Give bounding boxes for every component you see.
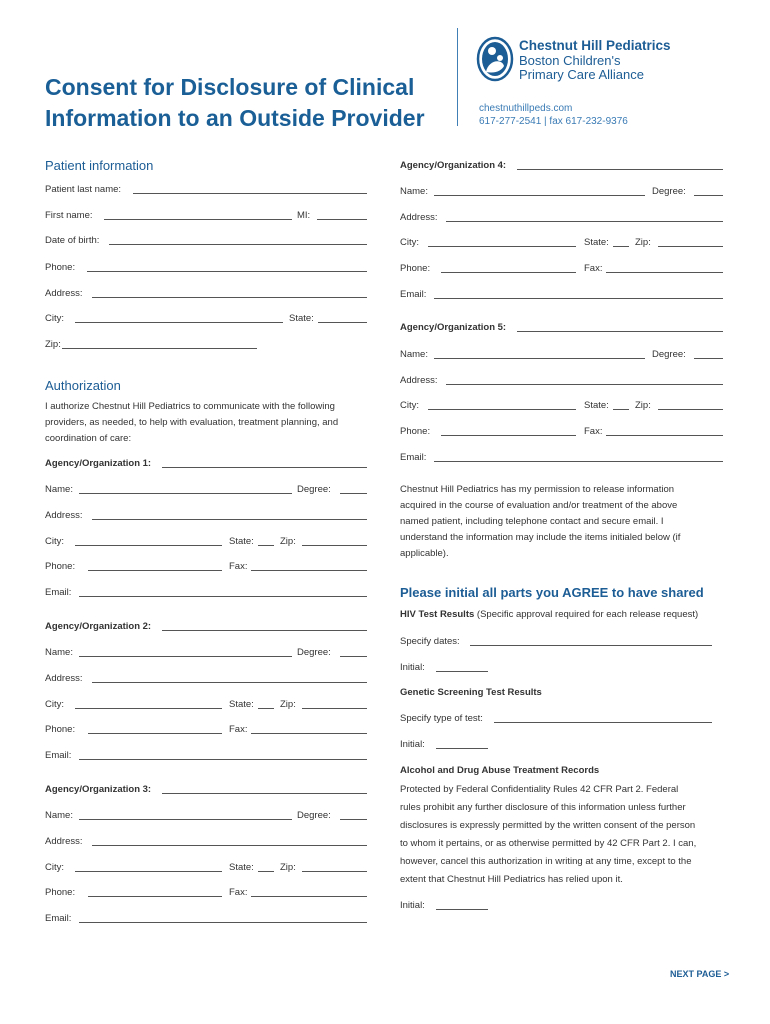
alcohol-line-5: however, cancel this authorization in writing at any time, except to the: [400, 856, 692, 867]
agency-5-zip-label: Zip:: [635, 400, 651, 411]
agency-4-name-label: Name:: [400, 186, 428, 197]
agency-4-address-field[interactable]: [446, 221, 723, 222]
agency-5-city-label: City:: [400, 400, 419, 411]
agency-4-email-label: Email:: [400, 289, 427, 300]
alcohol-initial-label: Initial:: [400, 900, 425, 911]
patient-last-name-label: Patient last name:: [45, 184, 122, 195]
agency-5-email-field[interactable]: [434, 461, 723, 462]
permission-text: [400, 482, 730, 562]
patient-phone-label: Phone:: [45, 262, 76, 273]
agency-3-fax-field[interactable]: [251, 896, 367, 897]
agency-5-zip-field[interactable]: [658, 409, 723, 410]
agency-4-phone-field[interactable]: [441, 272, 576, 273]
permission-line-3: named patient, including telephone contact and secure email. I: [400, 516, 664, 527]
authorization-line-2: providers, as needed, to help with evaluation, treatment planning, and: [45, 417, 339, 428]
authorization-heading: Authorization: [45, 378, 121, 393]
agency-4-phone-label: Phone:: [400, 263, 431, 274]
agency-5-city-field[interactable]: [428, 409, 576, 410]
agency-2-fax-label: Fax:: [229, 724, 248, 735]
patient-last-name-field[interactable]: [133, 193, 367, 194]
agency-1-degree-label: Degree:: [297, 484, 331, 495]
dob-label: Date of birth:: [45, 235, 100, 246]
agency-1-fax-field[interactable]: [251, 570, 367, 571]
agency-3-state-field[interactable]: [258, 871, 274, 872]
agency-2-zip-label: Zip:: [280, 699, 296, 710]
authorization-text: [45, 399, 375, 447]
agency-1-city-label: City:: [45, 536, 64, 547]
patient-city-field[interactable]: [75, 322, 283, 323]
agency-1-email-field[interactable]: [79, 596, 367, 597]
agency-3-zip-field[interactable]: [302, 871, 367, 872]
alcohol-line-6: extent that Chestnut Hill Pediatrics has relied upon it.: [400, 874, 623, 885]
agency-1-zip-label: Zip:: [280, 536, 296, 547]
patient-zip-label: Zip:: [45, 339, 61, 350]
agency-1-fax-label: Fax:: [229, 561, 248, 572]
agency-4-degree-field[interactable]: [694, 195, 723, 196]
agency-1-name-label: Name:: [45, 484, 73, 495]
hiv-initial-label: Initial:: [400, 662, 425, 673]
agency-1-city-field[interactable]: [75, 545, 222, 546]
alcohol-initial-field[interactable]: [436, 909, 488, 910]
permission-line-4: understand the information may include the items initialed below (if: [400, 532, 681, 543]
alcohol-line-3: disclosures is expressly permitted by the written consent of the person: [400, 820, 696, 831]
permission-line-1: Chestnut Hill Pediatrics has my permission to release information: [400, 484, 675, 495]
authorization-line-3: coordination of care:: [45, 433, 132, 444]
agency-2-address-label: Address:: [45, 673, 83, 684]
agency-3-city-label: City:: [45, 862, 64, 873]
agency-5-state-field[interactable]: [613, 409, 629, 410]
agency-4-label: Agency/Organization 4:: [400, 160, 507, 171]
agency-1-name-field[interactable]: [79, 493, 292, 494]
patient-city-label: City:: [45, 313, 64, 324]
agency-3-degree-label: Degree:: [297, 810, 331, 821]
agency-5-state-label: State:: [584, 400, 609, 411]
agency-2-field[interactable]: [162, 630, 367, 631]
agency-5-phone-field[interactable]: [441, 435, 576, 436]
agency-5-name-field[interactable]: [434, 358, 645, 359]
agency-5-fax-label: Fax:: [584, 426, 603, 437]
agency-1-state-label: State:: [229, 536, 254, 547]
brand-line-3: Primary Care Alliance: [519, 67, 644, 82]
agency-3-phone-field[interactable]: [88, 896, 222, 897]
patient-address-label: Address:: [45, 288, 83, 299]
agency-5-address-label: Address:: [400, 375, 438, 386]
agency-2-label: Agency/Organization 2:: [45, 621, 152, 632]
agency-4-city-label: City:: [400, 237, 419, 248]
hiv-title: HIV Test Results: [400, 609, 475, 620]
agency-4-zip-label: Zip:: [635, 237, 651, 248]
patient-info-heading: Patient information: [45, 158, 154, 173]
genetic-initial-label: Initial:: [400, 739, 425, 750]
agency-2-name-field[interactable]: [79, 656, 292, 657]
agency-5-address-field[interactable]: [446, 384, 723, 385]
agency-4-fax-label: Fax:: [584, 263, 603, 274]
agency-3-address-label: Address:: [45, 836, 83, 847]
agency-3-label: Agency/Organization 3:: [45, 784, 152, 795]
agency-1-field[interactable]: [162, 467, 367, 468]
agency-1-label: Agency/Organization 1:: [45, 458, 152, 469]
agency-5-field[interactable]: [517, 331, 723, 332]
brand-name: Chestnut Hill Pediatrics: [519, 38, 671, 53]
agency-1-zip-field[interactable]: [302, 545, 367, 546]
agency-4-field[interactable]: [517, 169, 723, 170]
agency-2-fax-field[interactable]: [251, 733, 367, 734]
agency-5-label: Agency/Organization 5:: [400, 322, 507, 333]
alcohol-title: Alcohol and Drug Abuse Treatment Records: [400, 765, 600, 776]
authorization-line-1: I authorize Chestnut Hill Pediatrics to communicate with the following: [45, 401, 335, 412]
agency-2-city-label: City:: [45, 699, 64, 710]
phone-fax: 617-277-2541 | fax 617-232-9376: [479, 116, 628, 127]
agency-4-fax-field[interactable]: [606, 272, 723, 273]
agency-5-email-label: Email:: [400, 452, 427, 463]
agency-1-email-label: Email:: [45, 587, 72, 598]
agency-2-email-label: Email:: [45, 750, 72, 761]
header-divider: [457, 28, 458, 126]
patient-zip-field[interactable]: [62, 348, 257, 349]
agency-4-email-field[interactable]: [434, 298, 723, 299]
hiv-note: (Specific approval required for each release request): [474, 609, 699, 620]
agency-3-degree-field[interactable]: [340, 819, 367, 820]
agency-2-address-field[interactable]: [92, 682, 367, 683]
agency-2-phone-field[interactable]: [88, 733, 222, 734]
patient-state-field[interactable]: [318, 322, 367, 323]
agency-4-state-field[interactable]: [613, 246, 629, 247]
agency-2-state-label: State:: [229, 699, 254, 710]
mi-label: MI:: [297, 210, 311, 221]
first-name-field[interactable]: [104, 219, 292, 220]
agency-3-fax-label: Fax:: [229, 887, 248, 898]
agency-4-zip-field[interactable]: [658, 246, 723, 247]
agency-5-fax-field[interactable]: [606, 435, 723, 436]
website-link[interactable]: chestnuthillpeds.com: [479, 103, 573, 114]
agency-3-email-field[interactable]: [79, 922, 367, 923]
genetic-initial-field[interactable]: [436, 748, 488, 749]
agency-1-phone-field[interactable]: [88, 570, 222, 571]
agency-3-address-field[interactable]: [92, 845, 367, 846]
genetic-specify-type-label: Specify type of test:: [400, 713, 483, 724]
agency-3-name-field[interactable]: [79, 819, 292, 820]
patient-phone-field[interactable]: [87, 271, 367, 272]
alcohol-text: [400, 781, 735, 889]
agency-5-name-label: Name:: [400, 349, 428, 360]
agency-4-address-label: Address:: [400, 212, 438, 223]
page-title: [45, 72, 435, 134]
mi-field[interactable]: [317, 219, 367, 220]
agency-1-phone-label: Phone:: [45, 561, 76, 572]
agency-3-email-label: Email:: [45, 913, 72, 924]
agency-2-zip-field[interactable]: [302, 708, 367, 709]
brand-line-2: Boston Children's: [519, 53, 621, 68]
agency-5-phone-label: Phone:: [400, 426, 431, 437]
agency-2-degree-field[interactable]: [340, 656, 367, 657]
initials-heading: Please initial all parts you AGREE to have shared: [400, 585, 704, 600]
hiv-heading: [400, 609, 698, 620]
agency-1-state-field[interactable]: [258, 545, 274, 546]
agency-1-address-label: Address:: [45, 510, 83, 521]
dob-field[interactable]: [109, 244, 367, 245]
title-line-2: Information to an Outside Provider: [45, 105, 425, 131]
agency-1-degree-field[interactable]: [340, 493, 367, 494]
alcohol-line-4: to whom it pertains, or as otherwise permitted by 42 CFR Part 2. I can,: [400, 838, 697, 849]
agency-4-state-label: State:: [584, 237, 609, 248]
hiv-initial-field[interactable]: [436, 671, 488, 672]
genetic-title: Genetic Screening Test Results: [400, 687, 542, 698]
agency-5-degree-field[interactable]: [694, 358, 723, 359]
agency-5-degree-label: Degree:: [652, 349, 686, 360]
first-name-label: First name:: [45, 210, 93, 221]
permission-line-2: acquired in the course of evaluation and/or treatment of the above: [400, 500, 678, 511]
brand-logo-icon: [476, 36, 514, 82]
agency-3-field[interactable]: [162, 793, 367, 794]
agency-2-name-label: Name:: [45, 647, 73, 658]
next-page-link[interactable]: NEXT PAGE >: [670, 969, 730, 979]
agency-3-name-label: Name:: [45, 810, 73, 821]
title-line-1: Consent for Disclosure of Clinical: [45, 74, 415, 100]
alcohol-line-2: rules prohibit any further disclosure of this information unless further: [400, 802, 686, 813]
agency-3-phone-label: Phone:: [45, 887, 76, 898]
agency-4-degree-label: Degree:: [652, 186, 686, 197]
hiv-specify-dates-label: Specify dates:: [400, 636, 460, 647]
agency-3-state-label: State:: [229, 862, 254, 873]
agency-2-city-field[interactable]: [75, 708, 222, 709]
hiv-specify-dates-field[interactable]: [470, 645, 712, 646]
permission-line-5: applicable).: [400, 548, 449, 559]
alcohol-line-1: Protected by Federal Confidentiality Rules 42 CFR Part 2. Federal: [400, 784, 679, 795]
agency-3-city-field[interactable]: [75, 871, 222, 872]
agency-4-name-field[interactable]: [434, 195, 645, 196]
agency-1-address-field[interactable]: [92, 519, 367, 520]
genetic-specify-type-field[interactable]: [494, 722, 712, 723]
agency-3-zip-label: Zip:: [280, 862, 296, 873]
patient-state-label: State:: [289, 313, 314, 324]
agency-2-state-field[interactable]: [258, 708, 274, 709]
agency-2-degree-label: Degree:: [297, 647, 331, 658]
agency-4-city-field[interactable]: [428, 246, 576, 247]
agency-2-email-field[interactable]: [79, 759, 367, 760]
patient-address-field[interactable]: [92, 297, 367, 298]
agency-2-phone-label: Phone:: [45, 724, 76, 735]
